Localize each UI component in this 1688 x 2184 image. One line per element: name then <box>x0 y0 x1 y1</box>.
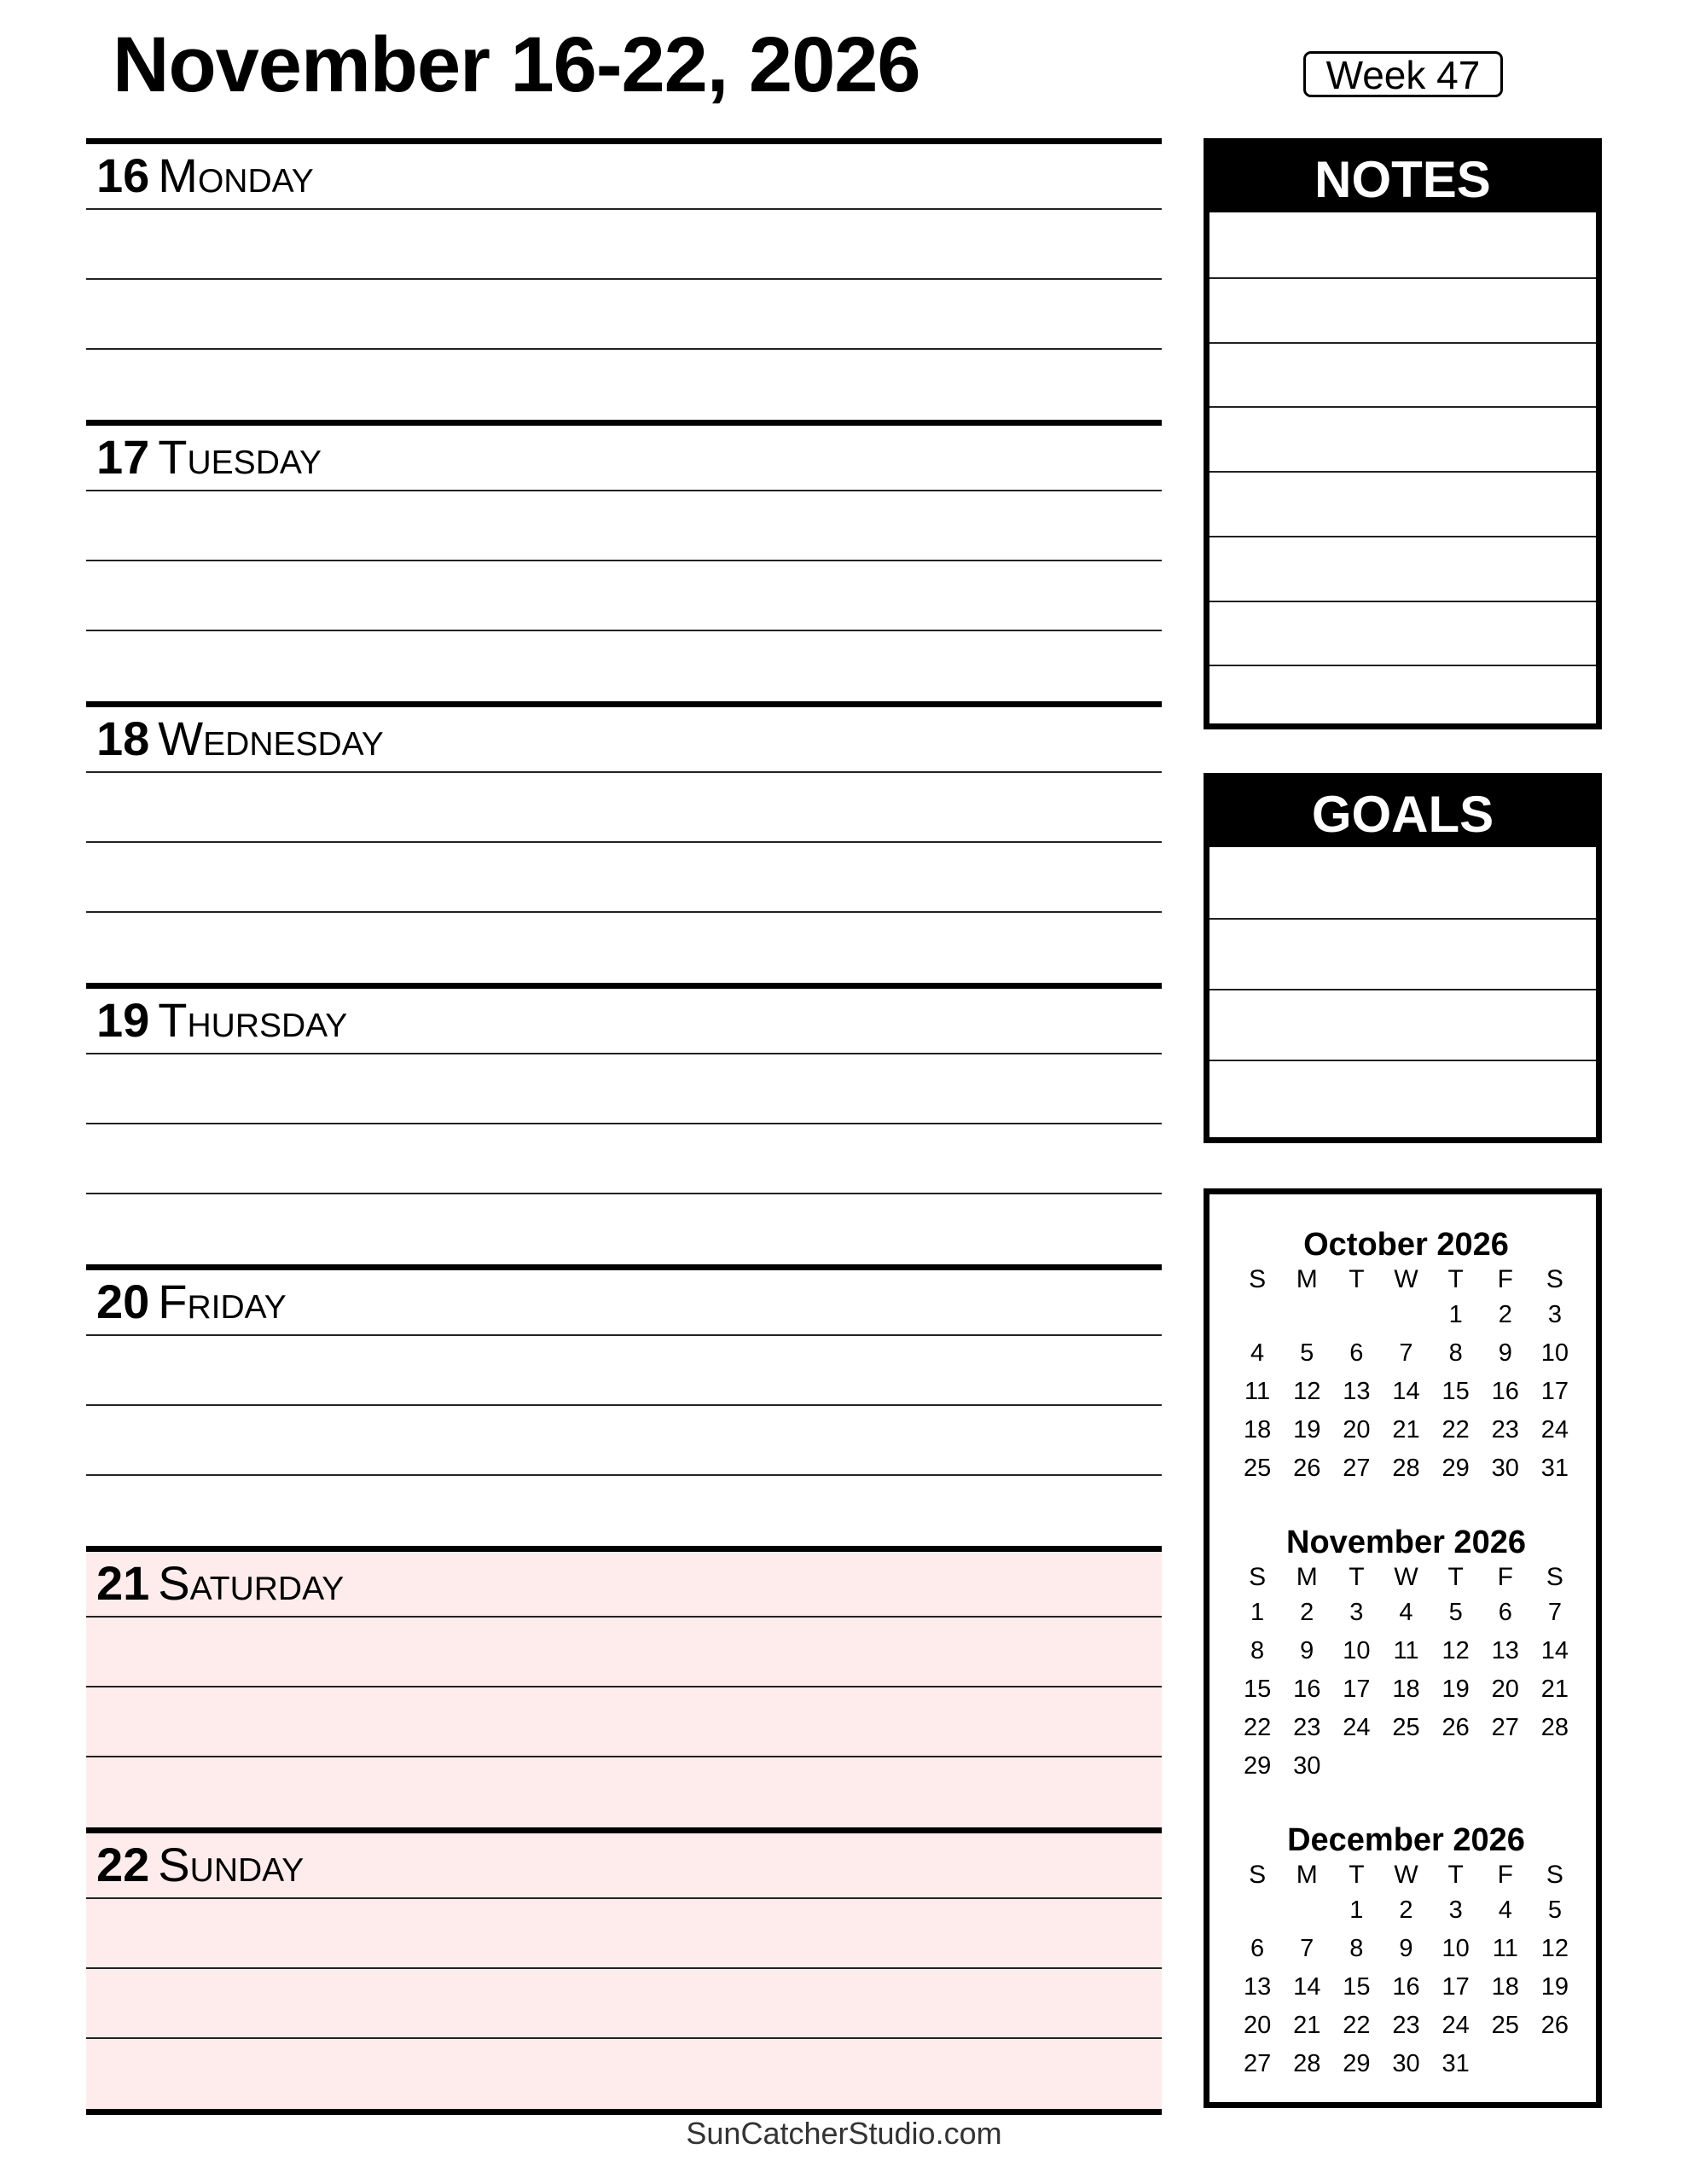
weekday-label: S <box>1546 1861 1563 1889</box>
days-bottom-rule <box>86 2109 1162 2115</box>
day-header <box>96 712 384 766</box>
writing-line <box>86 278 1162 280</box>
calendar-date: 5 <box>1448 1599 1463 1626</box>
writing-line <box>86 1123 1162 1124</box>
calendar-date: 22 <box>1343 2012 1371 2039</box>
day-header <box>96 148 314 203</box>
calendar-date <box>1431 1747 1481 1786</box>
writing-line <box>86 490 1162 491</box>
day-name: Monday <box>158 148 314 202</box>
calendar-date: 8 <box>1448 1339 1463 1367</box>
weekday-label: T <box>1349 1563 1365 1591</box>
calendar-date: 24 <box>1540 1416 1569 1443</box>
calendar-date: 9 <box>1498 1339 1512 1367</box>
calendar-date: 27 <box>1491 1714 1519 1741</box>
calendar-date: 22 <box>1441 1416 1470 1443</box>
notes-line[interactable] <box>1209 342 1596 407</box>
calendar-date: 8 <box>1349 1935 1364 1962</box>
day-divider <box>86 1827 1162 1833</box>
day-name: Thursday <box>158 993 348 1047</box>
calendar-date: 23 <box>1392 2012 1420 2039</box>
calendar-date: 30 <box>1293 1752 1321 1780</box>
mini-calendar-title: October 2026 <box>1303 1227 1509 1263</box>
day-divider <box>86 138 1162 144</box>
calendar-week-row <box>1233 1968 1580 2007</box>
calendar-date: 28 <box>1392 1455 1420 1482</box>
weekday-label: T <box>1349 1265 1365 1293</box>
writing-line <box>86 1756 1162 1757</box>
writing-line <box>86 1404 1162 1406</box>
calendar-date <box>1381 1747 1430 1786</box>
calendar-date: 29 <box>1243 1752 1272 1780</box>
calendar-date: 13 <box>1243 1973 1272 2001</box>
calendar-date: 26 <box>1293 1455 1321 1482</box>
notes-line[interactable] <box>1209 277 1596 342</box>
calendar-date <box>1233 1891 1282 1930</box>
calendar-week-row <box>1233 1709 1580 1747</box>
calendar-date: 31 <box>1441 2050 1470 2077</box>
calendar-date: 8 <box>1250 1637 1265 1664</box>
calendar-date: 11 <box>1492 1935 1518 1962</box>
calendar-date: 27 <box>1343 1455 1371 1482</box>
mini-calendars-panel <box>1204 1188 1602 2108</box>
calendar-date <box>1282 1296 1331 1334</box>
calendar-date: 31 <box>1540 1455 1569 1482</box>
day-number: 19 <box>96 993 150 1047</box>
calendar-date: 16 <box>1392 1973 1420 2001</box>
calendar-date <box>1530 2045 1580 2083</box>
weekday-label: M <box>1296 1861 1318 1889</box>
day-header <box>96 1838 304 1892</box>
goals-panel <box>1204 773 1602 1143</box>
writing-line <box>86 348 1162 350</box>
calendar-date: 5 <box>1300 1339 1314 1367</box>
calendar-date: 12 <box>1441 1637 1470 1664</box>
weekday-label: S <box>1249 1265 1267 1293</box>
calendar-date: 13 <box>1343 1378 1371 1405</box>
day-block-thursday <box>86 983 1162 1264</box>
days-column <box>86 138 1162 2109</box>
notes-line[interactable] <box>1209 212 1596 277</box>
writing-line <box>86 630 1162 631</box>
mini-calendar <box>1233 1821 1580 2083</box>
calendar-date: 14 <box>1293 1973 1321 2001</box>
calendar-date: 28 <box>1540 1714 1569 1741</box>
day-header <box>96 993 347 1048</box>
page-title: November 16-22, 2026 <box>113 21 920 108</box>
calendar-date: 24 <box>1441 2012 1470 2039</box>
calendar-date: 4 <box>1399 1599 1413 1626</box>
calendar-week-row <box>1233 1449 1580 1488</box>
weekday-label: T <box>1447 1265 1464 1293</box>
calendar-date: 18 <box>1392 1676 1420 1703</box>
calendar-date: 12 <box>1540 1935 1569 1962</box>
day-number: 17 <box>96 430 150 484</box>
calendar-date <box>1381 1296 1430 1334</box>
calendar-date: 23 <box>1491 1416 1519 1443</box>
notes-panel <box>1204 138 1602 729</box>
weekday-header-row <box>1233 1859 1580 1891</box>
weekday-label: F <box>1497 1265 1513 1293</box>
writing-line <box>86 841 1162 843</box>
calendar-date: 20 <box>1243 2012 1272 2039</box>
calendar-date: 13 <box>1491 1637 1519 1664</box>
day-number: 21 <box>96 1556 150 1610</box>
mini-calendar-title: November 2026 <box>1286 1525 1526 1560</box>
notes-line[interactable] <box>1209 536 1596 601</box>
day-block-friday <box>86 1264 1162 1546</box>
calendar-date: 2 <box>1300 1599 1314 1626</box>
calendar-date: 4 <box>1250 1339 1265 1367</box>
day-number: 16 <box>96 148 150 202</box>
calendar-week-row <box>1233 1632 1580 1670</box>
calendar-date: 6 <box>1349 1339 1364 1367</box>
calendar-date: 4 <box>1498 1896 1512 1924</box>
goals-line[interactable] <box>1209 989 1596 1060</box>
calendar-date: 26 <box>1540 2012 1569 2039</box>
calendar-week-row <box>1233 1334 1580 1373</box>
calendar-date <box>1481 1747 1530 1786</box>
calendar-date: 7 <box>1300 1935 1314 1962</box>
calendar-date: 28 <box>1293 2050 1321 2077</box>
writing-line <box>86 771 1162 773</box>
mini-calendar-title: December 2026 <box>1287 1822 1525 1858</box>
calendar-date: 12 <box>1293 1378 1321 1405</box>
writing-line <box>86 1053 1162 1054</box>
writing-line <box>86 1616 1162 1618</box>
calendar-date <box>1233 1296 1282 1334</box>
day-block-tuesday <box>86 420 1162 701</box>
calendar-week-row <box>1233 1373 1580 1411</box>
day-divider <box>86 420 1162 426</box>
day-header <box>96 430 322 485</box>
calendar-date: 6 <box>1498 1599 1512 1626</box>
weekday-label: T <box>1349 1861 1365 1889</box>
day-block-sunday <box>86 1827 1162 2109</box>
calendar-date: 19 <box>1293 1416 1321 1443</box>
calendar-date: 7 <box>1399 1339 1413 1367</box>
calendar-date: 23 <box>1293 1714 1321 1741</box>
calendar-date: 19 <box>1441 1676 1470 1703</box>
day-name: Tuesday <box>158 430 322 484</box>
day-divider <box>86 1546 1162 1552</box>
day-block-wednesday <box>86 701 1162 983</box>
weekday-label: T <box>1447 1861 1464 1889</box>
weekday-label: S <box>1249 1861 1267 1889</box>
calendar-date: 3 <box>1349 1599 1364 1626</box>
calendar-date: 10 <box>1540 1339 1569 1367</box>
calendar-date: 22 <box>1243 1714 1272 1741</box>
calendar-date: 11 <box>1244 1378 1271 1405</box>
week-badge: Week 47 <box>1303 51 1503 97</box>
calendar-date: 21 <box>1392 1416 1420 1443</box>
goals-line[interactable] <box>1209 1060 1596 1130</box>
calendar-date: 17 <box>1441 1973 1470 2001</box>
calendar-date: 1 <box>1349 1896 1364 1924</box>
day-header <box>96 1275 287 1329</box>
calendar-week-row <box>1233 2045 1580 2083</box>
writing-line <box>86 1686 1162 1687</box>
weekday-label: W <box>1394 1861 1418 1889</box>
calendar-date: 15 <box>1343 1973 1371 2001</box>
notes-heading: NOTES <box>1209 144 1596 212</box>
calendar-date <box>1481 2045 1530 2083</box>
notes-line[interactable] <box>1209 471 1596 536</box>
calendar-date: 10 <box>1343 1637 1371 1664</box>
calendar-date: 30 <box>1491 1455 1519 1482</box>
day-number: 20 <box>96 1275 150 1328</box>
writing-line <box>86 1897 1162 1899</box>
calendar-week-row <box>1233 1594 1580 1632</box>
writing-line <box>86 208 1162 210</box>
calendar-week-row <box>1233 1930 1580 1968</box>
calendar-date: 18 <box>1491 1973 1519 2001</box>
calendar-date: 29 <box>1441 1455 1470 1482</box>
weekday-header-row <box>1233 1561 1580 1594</box>
day-divider <box>86 701 1162 707</box>
day-name: Wednesday <box>158 712 384 765</box>
calendar-date: 17 <box>1343 1676 1371 1703</box>
calendar-date: 15 <box>1441 1378 1470 1405</box>
day-number: 22 <box>96 1838 150 1891</box>
calendar-date: 27 <box>1243 2050 1272 2077</box>
writing-line <box>86 1334 1162 1336</box>
calendar-date: 20 <box>1491 1676 1519 1703</box>
day-name: Saturday <box>158 1556 345 1610</box>
calendar-date: 18 <box>1243 1416 1272 1443</box>
calendar-date: 20 <box>1343 1416 1371 1443</box>
weekday-label: W <box>1394 1265 1418 1293</box>
mini-calendar <box>1233 1226 1580 1488</box>
calendar-date: 7 <box>1547 1599 1562 1626</box>
calendar-date: 16 <box>1491 1378 1519 1405</box>
calendar-date: 14 <box>1392 1378 1420 1405</box>
weekday-label: F <box>1497 1861 1513 1889</box>
calendar-date: 30 <box>1392 2050 1420 2077</box>
calendar-date: 21 <box>1293 2012 1321 2039</box>
calendar-date: 3 <box>1547 1301 1562 1328</box>
writing-line <box>86 560 1162 561</box>
calendar-week-row <box>1233 1747 1580 1786</box>
calendar-date <box>1331 1747 1381 1786</box>
weekday-label: F <box>1497 1563 1513 1591</box>
writing-line <box>86 2037 1162 2039</box>
calendar-date: 14 <box>1540 1637 1569 1664</box>
calendar-week-row <box>1233 1411 1580 1449</box>
calendar-date: 1 <box>1448 1301 1463 1328</box>
calendar-date: 6 <box>1250 1935 1265 1962</box>
weekday-label: W <box>1394 1563 1418 1591</box>
calendar-date: 17 <box>1540 1378 1569 1405</box>
day-block-saturday <box>86 1546 1162 1827</box>
goals-heading: GOALS <box>1209 779 1596 847</box>
day-divider <box>86 983 1162 989</box>
calendar-date: 10 <box>1441 1935 1470 1962</box>
calendar-week-row <box>1233 1296 1580 1334</box>
calendar-date <box>1331 1296 1381 1334</box>
weekday-header-row <box>1233 1263 1580 1296</box>
calendar-date: 25 <box>1392 1714 1420 1741</box>
day-divider <box>86 1264 1162 1270</box>
weekday-label: M <box>1296 1563 1318 1591</box>
day-block-monday <box>86 138 1162 420</box>
weekday-label: S <box>1546 1563 1563 1591</box>
calendar-date: 29 <box>1343 2050 1371 2077</box>
calendar-date: 11 <box>1393 1637 1419 1664</box>
calendar-date: 1 <box>1250 1599 1265 1626</box>
day-name: Friday <box>158 1275 287 1328</box>
calendar-date: 25 <box>1243 1455 1272 1482</box>
calendar-date: 16 <box>1293 1676 1321 1703</box>
calendar-date: 9 <box>1399 1935 1413 1962</box>
calendar-date: 21 <box>1540 1676 1569 1703</box>
calendar-date: 19 <box>1540 1973 1569 2001</box>
calendar-date: 9 <box>1300 1637 1314 1664</box>
calendar-date: 2 <box>1399 1896 1413 1924</box>
writing-line <box>86 1474 1162 1476</box>
calendar-date <box>1282 1891 1331 1930</box>
goals-line[interactable] <box>1209 847 1596 918</box>
calendar-date: 25 <box>1491 2012 1519 2039</box>
notes-line[interactable] <box>1209 601 1596 665</box>
notes-line[interactable] <box>1209 406 1596 471</box>
footer-credit: SunCatcherStudio.com <box>686 2116 1002 2151</box>
writing-line <box>86 1967 1162 1969</box>
calendar-week-row <box>1233 1670 1580 1709</box>
day-name: Sunday <box>158 1838 305 1891</box>
day-header <box>96 1556 344 1611</box>
calendar-date <box>1530 1747 1580 1786</box>
weekday-label: S <box>1546 1265 1563 1293</box>
calendar-date: 26 <box>1441 1714 1470 1741</box>
weekday-label: M <box>1296 1265 1318 1293</box>
weekday-label: S <box>1249 1563 1267 1591</box>
calendar-date: 2 <box>1498 1301 1512 1328</box>
calendar-date: 5 <box>1547 1896 1562 1924</box>
writing-line <box>86 911 1162 913</box>
calendar-date: 3 <box>1448 1896 1463 1924</box>
weekday-label: T <box>1447 1563 1464 1591</box>
goals-line[interactable] <box>1209 918 1596 989</box>
day-number: 18 <box>96 712 150 765</box>
calendar-week-row <box>1233 1891 1580 1930</box>
mini-calendar <box>1233 1524 1580 1786</box>
calendar-date: 24 <box>1343 1714 1371 1741</box>
calendar-date: 15 <box>1243 1676 1272 1703</box>
notes-line[interactable] <box>1209 665 1596 729</box>
writing-line <box>86 1193 1162 1194</box>
calendar-week-row <box>1233 2007 1580 2045</box>
